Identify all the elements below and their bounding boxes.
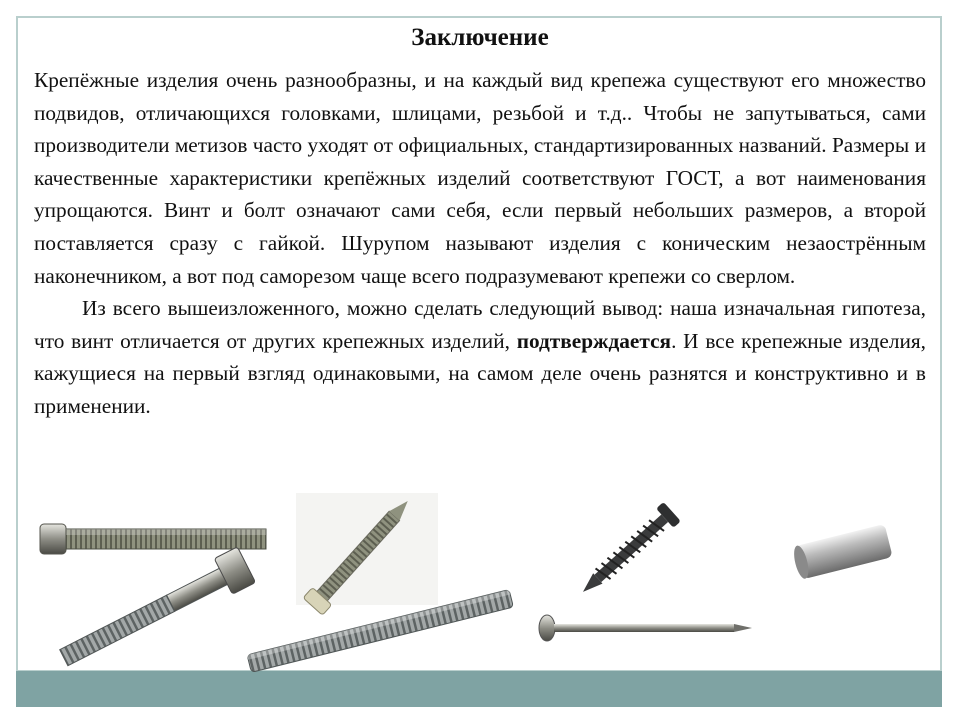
slide-title: Заключение bbox=[411, 24, 549, 51]
nail-image bbox=[539, 615, 752, 641]
paragraph-2-start: Из всего вышеизложенного, можно сделать следующий вывод: наша изначальная гипотеза, что винт отличается от других крепежных изделий, bbox=[34, 296, 926, 353]
paragraph-2-end: . И все крепежные изделия, кажущиеся на первый взгляд одинаковыми, на самом деле очень разнятся и конструктивно и в применении. bbox=[34, 328, 926, 418]
steel-pin-image bbox=[791, 524, 892, 580]
drywall-screw-image bbox=[574, 502, 681, 602]
hex-bolt-image bbox=[55, 547, 256, 676]
paragraph-1: Крепёжные изделия очень разнообразны, и на каждый вид крепежа существуют его множество подвидов, отличающихся головками, шлицами, резьбой и т.д.. Чтобы не запутываться, сами производители метизов часто уходят от официальных, стандартизированных названий. Размеры и качественные характеристики крепёжных изделий соответствуют ГОСТ, а вот наименования упрощаются. Винт и болт означают сами себя, если первый небольших размеров, а второй поставляется сразу с гайкой. Шурупом называют изделия с коническим незаострённым наконечником, а вот под саморезом чаще всего подразумевают крепежи со сверлом. bbox=[34, 68, 926, 288]
paragraph-2-bold: подтверждается bbox=[516, 328, 672, 353]
wood-screw-image bbox=[296, 492, 438, 615]
